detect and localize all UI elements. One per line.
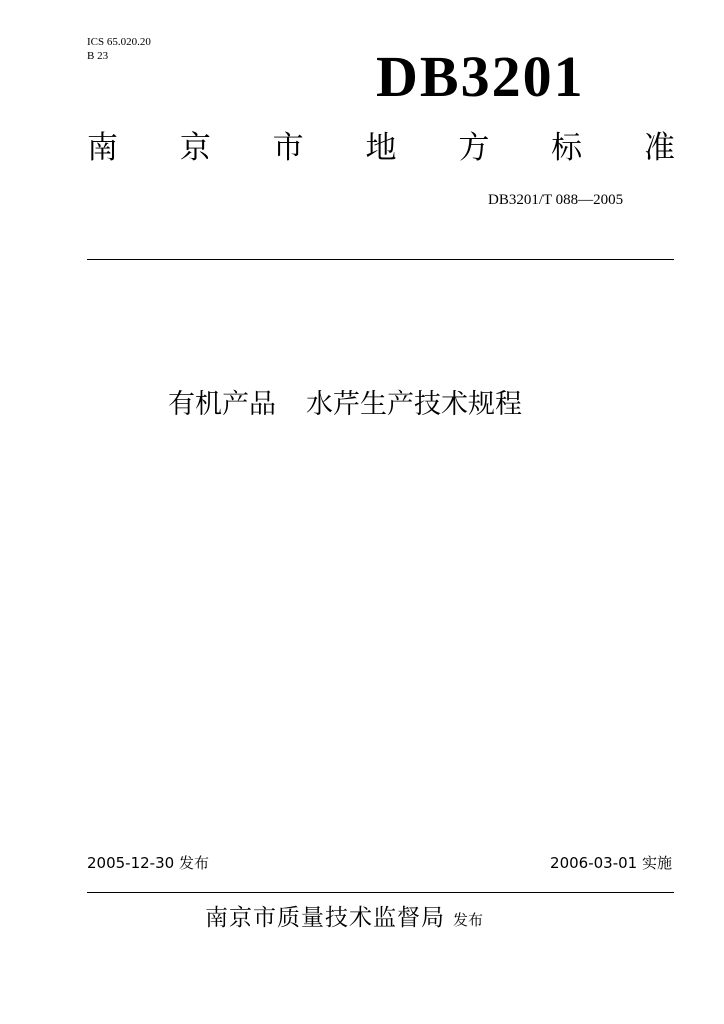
standard-type-char: 准 — [643, 130, 675, 166]
ics-code: ICS 65.020.20 — [87, 36, 151, 48]
standard-type-char: 京 — [179, 130, 211, 166]
standard-type-char: 方 — [458, 130, 490, 166]
standard-type-char: 标 — [551, 130, 583, 166]
standard-type-char: 市 — [272, 130, 304, 166]
document-title — [168, 386, 522, 424]
title-part-1: 有机产品 — [168, 389, 276, 420]
standard-type-heading — [87, 128, 675, 168]
ccs-code: B 23 — [87, 50, 109, 62]
issuer — [205, 902, 483, 936]
issuer-name: 南京市质量技术监督局 — [205, 905, 445, 931]
standard-type-char: 南 — [87, 130, 118, 166]
bottom-divider — [87, 892, 674, 893]
db-code-heading: DB3201 — [376, 44, 585, 109]
top-divider — [87, 259, 674, 260]
classification-codes — [87, 35, 151, 63]
implementation-date: 2006-03-01 实施 — [550, 854, 672, 872]
issue-date: 2005-12-30 发布 — [87, 854, 209, 872]
title-part-2: 水芹生产技术规程 — [306, 389, 522, 420]
standard-number: DB3201/T 088—2005 — [488, 192, 624, 208]
issuer-suffix: 发布 — [453, 911, 484, 929]
standard-type-char: 地 — [365, 130, 397, 166]
